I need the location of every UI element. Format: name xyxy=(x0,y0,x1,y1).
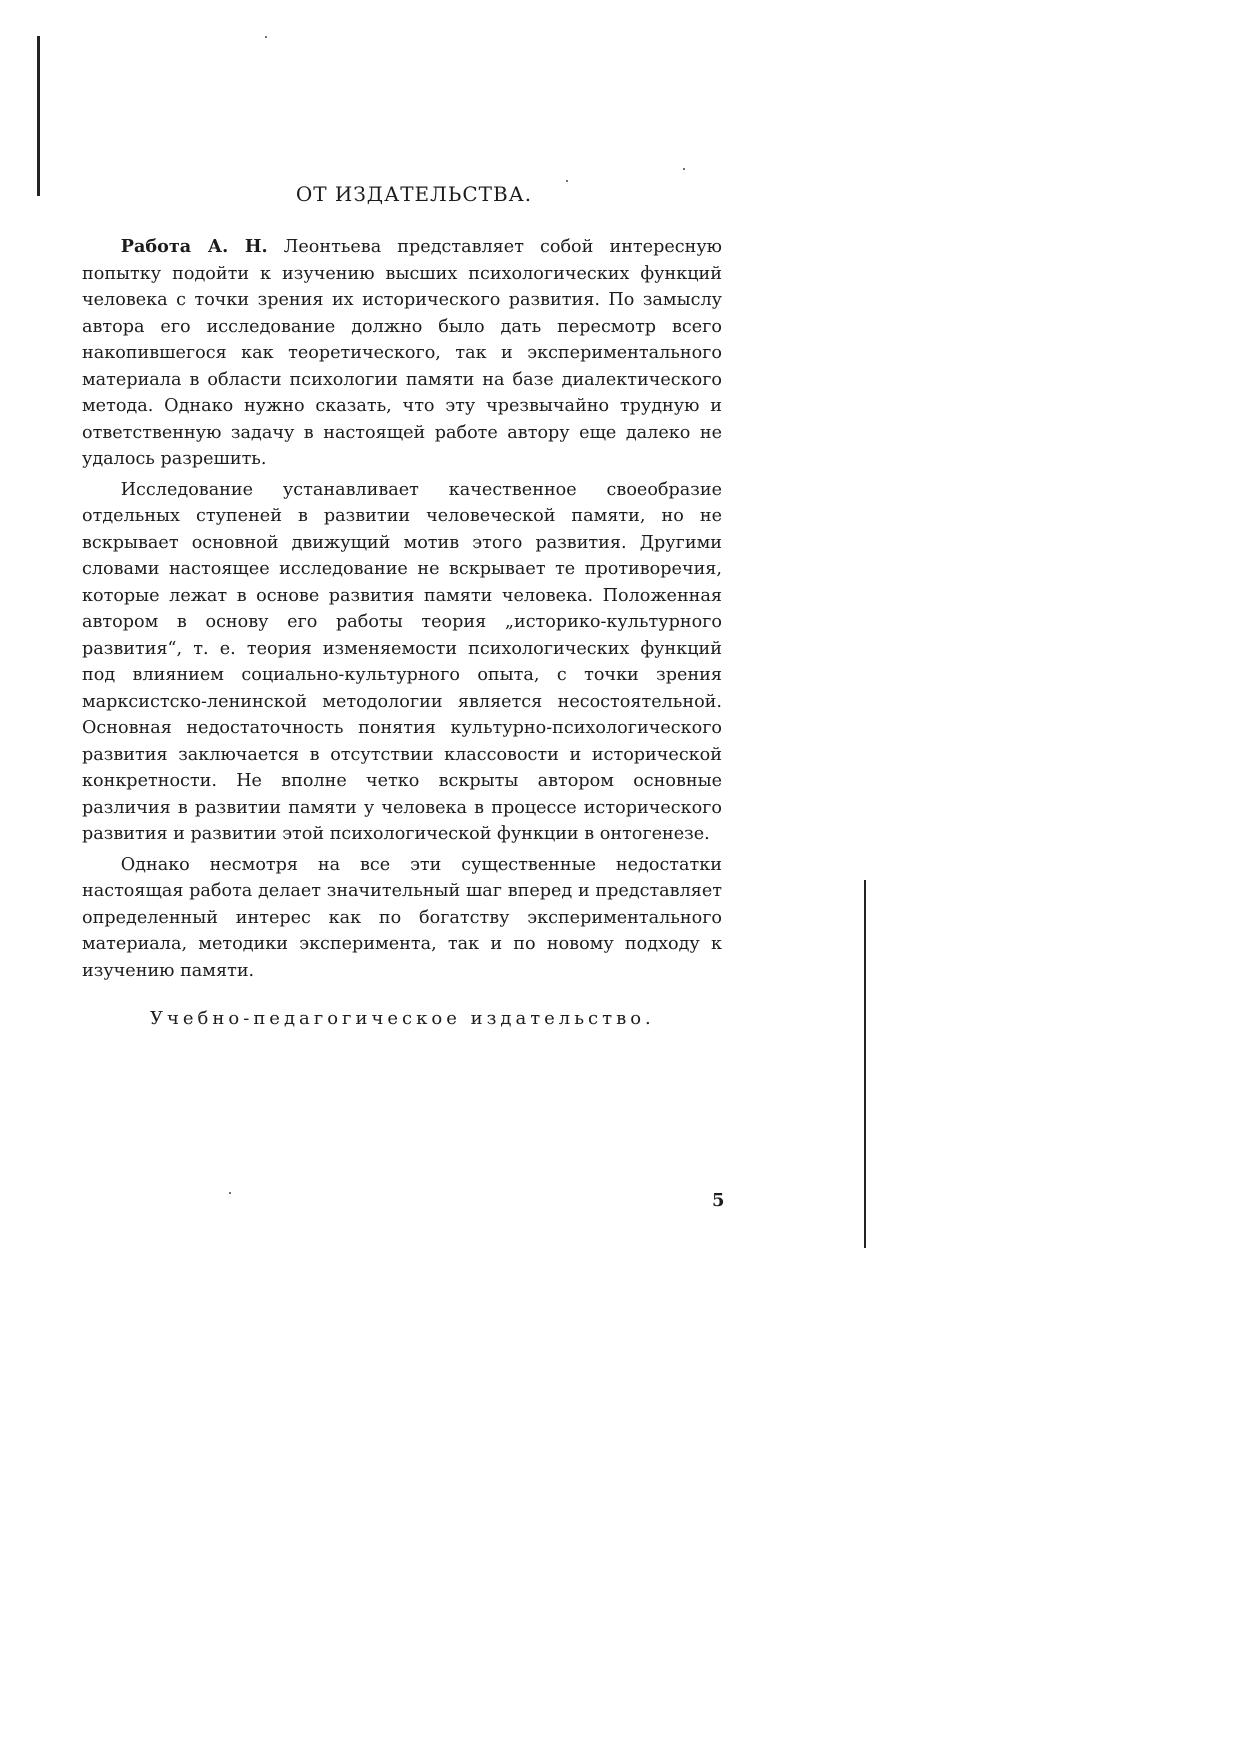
page-heading: ОТ ИЗДАТЕЛЬСТВА. xyxy=(295,182,533,206)
paragraph-3 xyxy=(82,852,722,985)
scan-speck xyxy=(229,1192,231,1194)
page-number: 5 xyxy=(712,1190,725,1211)
scan-speck xyxy=(265,36,267,38)
paragraph-2 xyxy=(82,477,722,848)
scan-speck xyxy=(683,168,685,170)
scan-edge-line-left xyxy=(37,36,40,196)
scan-edge-line-right xyxy=(864,880,866,1248)
paragraph-text: Леонтьева представляет собой интересную попытку подойти к изучению высших психологических функций человека с точки зрения их исторического развития. По замыслу автора его исследование должно было дать пересмотр всего накопившегося как теоретического, так и экспериментального материала в области психологии памяти на базе диалектического метода. Однако нужно сказать, что эту чрезвычайно трудную и ответственную задачу в настоящей работе автору еще далеко не удалось разрешить. xyxy=(82,237,722,469)
paragraph-text: Однако несмотря на все эти существенные недостатки настоящая работа делает значительный шаг вперед и представляет определенный интерес как по богатству экспериментального материала, методики эксперимента, так и по новому подходу к изучению памяти. xyxy=(82,854,722,981)
publisher-signature: Учебно-педагогическое издательство. xyxy=(150,1008,655,1029)
paragraph-lead: Работа А. Н. xyxy=(120,236,268,257)
paragraph-1 xyxy=(82,234,722,473)
paragraph-text: Исследование устанавливает качественное своеобразие отдельных ступеней в развитии человеческой памяти, но не вскрывает основной движущий мотив этого развития. Другими словами настоящее исследование не вскрывает те противоречия, которые лежат в основе развития памяти человека. Положенная автором в основу его работы теория „историко-культурного развития“, т. е. теория изменяемости психологических функций под влиянием социально-культурного опыта, с точки зрения марксистско-ленинской методологии является несостоятельной. Основная недостаточность понятия культурно-психологического развития заключается в отсутствии классовости и исторической конкретности. Не вполне четко вскрыты автором основные различия в развитии памяти у человека в процессе исторического развития и развитии этой психологической функции в онтогенезе. xyxy=(82,479,722,844)
publisher-note xyxy=(82,182,722,1029)
